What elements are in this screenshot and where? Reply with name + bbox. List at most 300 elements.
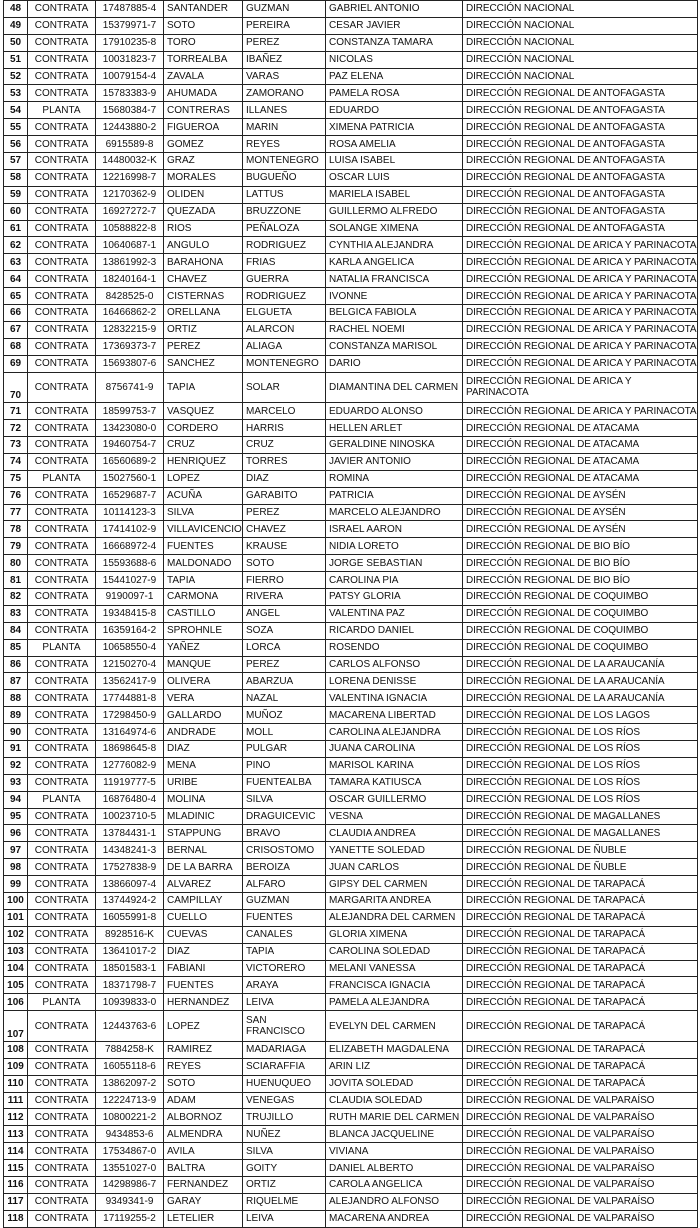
paternal-surname-cell: CUELLO [164, 909, 243, 926]
maternal-surname-cell: RIVERA [243, 588, 326, 605]
unit-cell: DIRECCIÓN REGIONAL DE ANTOFAGASTA [463, 153, 698, 170]
contract-type-cell: PLANTA [28, 470, 96, 487]
paternal-surname-cell: MALDONADO [164, 555, 243, 572]
maternal-surname-cell: BUGUEÑO [243, 169, 326, 186]
maternal-surname-cell: NUÑEZ [243, 1126, 326, 1143]
rut-cell: 13744924-2 [96, 893, 164, 910]
given-names-cell: IVONNE [326, 288, 463, 305]
unit-cell: DIRECCIÓN REGIONAL DE COQUIMBO [463, 588, 698, 605]
given-names-cell: CYNTHIA ALEJANDRA [326, 237, 463, 254]
rut-cell: 15027560-1 [96, 470, 164, 487]
rut-cell: 12443880-2 [96, 119, 164, 136]
row-number-cell: 110 [4, 1075, 28, 1092]
contract-type-cell: CONTRATA [28, 68, 96, 85]
maternal-surname-cell: LEIVA [243, 1210, 326, 1227]
given-names-cell: CLAUDIA ANDREA [326, 825, 463, 842]
unit-cell: DIRECCIÓN REGIONAL DE ATACAMA [463, 436, 698, 453]
unit-cell: DIRECCIÓN REGIONAL DE LA ARAUCANÍA [463, 673, 698, 690]
row-number-cell: 68 [4, 338, 28, 355]
paternal-surname-cell: LOPEZ [164, 1011, 243, 1042]
given-names-cell: CONSTANZA MARISOL [326, 338, 463, 355]
given-names-cell: NIDIA LORETO [326, 538, 463, 555]
table-row [4, 960, 698, 977]
unit-cell: DIRECCIÓN REGIONAL DE ANTOFAGASTA [463, 136, 698, 153]
contract-type-cell: CONTRATA [28, 1210, 96, 1227]
paternal-surname-cell: FIGUEROA [164, 119, 243, 136]
given-names-cell: ELIZABETH MAGDALENA [326, 1041, 463, 1058]
paternal-surname-cell: BARAHONA [164, 254, 243, 271]
rut-cell: 8756741-9 [96, 372, 164, 403]
given-names-cell: EVELYN DEL CARMEN [326, 1011, 463, 1042]
contract-type-cell: CONTRATA [28, 203, 96, 220]
paternal-surname-cell: CORDERO [164, 420, 243, 437]
given-names-cell: JUANA CAROLINA [326, 741, 463, 758]
maternal-surname-cell: SCIARAFFIA [243, 1058, 326, 1075]
given-names-cell: LORENA DENISSE [326, 673, 463, 690]
maternal-surname-cell: VARAS [243, 68, 326, 85]
given-names-cell: SOLANGE XIMENA [326, 220, 463, 237]
paternal-surname-cell: TAPIA [164, 372, 243, 403]
paternal-surname-cell: OLIDEN [164, 186, 243, 203]
paternal-surname-cell: CONTRERAS [164, 102, 243, 119]
row-number-cell: 101 [4, 909, 28, 926]
given-names-cell: MARCELO ALEJANDRO [326, 504, 463, 521]
given-names-cell: MELANI VANESSA [326, 960, 463, 977]
unit-cell: DIRECCIÓN REGIONAL DE BIO BÍO [463, 572, 698, 589]
unit-cell: DIRECCIÓN REGIONAL DE VALPARAÍSO [463, 1092, 698, 1109]
given-names-cell: RICARDO DANIEL [326, 622, 463, 639]
maternal-surname-cell: MOLL [243, 724, 326, 741]
given-names-cell: PAZ ELENA [326, 68, 463, 85]
given-names-cell: DARIO [326, 355, 463, 372]
row-number-cell: 69 [4, 355, 28, 372]
row-number-cell: 116 [4, 1176, 28, 1193]
paternal-surname-cell: SOTO [164, 1075, 243, 1092]
maternal-surname-cell: NAZAL [243, 690, 326, 707]
unit-cell: DIRECCIÓN NACIONAL [463, 34, 698, 51]
table-row [4, 305, 698, 322]
table-body [4, 1, 698, 1228]
rut-cell: 12216998-7 [96, 169, 164, 186]
paternal-surname-cell: FUENTES [164, 538, 243, 555]
paternal-surname-cell: VASQUEZ [164, 403, 243, 420]
row-number-cell: 60 [4, 203, 28, 220]
unit-cell: DIRECCIÓN REGIONAL DE TARAPACÁ [463, 994, 698, 1011]
unit-cell: DIRECCIÓN REGIONAL DE VALPARAÍSO [463, 1210, 698, 1227]
contract-type-cell: CONTRATA [28, 757, 96, 774]
row-number-cell: 70 [4, 372, 28, 403]
rut-cell: 17487885-4 [96, 1, 164, 18]
maternal-surname-cell: FUENTEALBA [243, 774, 326, 791]
maternal-surname-cell: IBAÑEZ [243, 51, 326, 68]
unit-cell: DIRECCIÓN REGIONAL DE TARAPACÁ [463, 876, 698, 893]
row-number-cell: 96 [4, 825, 28, 842]
given-names-cell: RUTH MARIE DEL CARMEN [326, 1109, 463, 1126]
rut-cell: 17298450-9 [96, 707, 164, 724]
paternal-surname-cell: LETELIER [164, 1210, 243, 1227]
unit-cell: DIRECCIÓN REGIONAL DE TARAPACÁ [463, 977, 698, 994]
contract-type-cell: CONTRATA [28, 690, 96, 707]
given-names-cell: RACHEL NOEMI [326, 321, 463, 338]
row-number-cell: 104 [4, 960, 28, 977]
rut-cell: 16927272-7 [96, 203, 164, 220]
table-row [4, 237, 698, 254]
maternal-surname-cell: MONTENEGRO [243, 355, 326, 372]
rut-cell: 9434853-6 [96, 1126, 164, 1143]
contract-type-cell: CONTRATA [28, 825, 96, 842]
table-row [4, 203, 698, 220]
given-names-cell: FRANCISCA IGNACIA [326, 977, 463, 994]
paternal-surname-cell: DIAZ [164, 943, 243, 960]
table-row [4, 420, 698, 437]
contract-type-cell: CONTRATA [28, 288, 96, 305]
table-row [4, 842, 698, 859]
given-names-cell: NICOLAS [326, 51, 463, 68]
row-number-cell: 57 [4, 153, 28, 170]
paternal-surname-cell: LOPEZ [164, 470, 243, 487]
unit-cell: DIRECCIÓN REGIONAL DE ANTOFAGASTA [463, 102, 698, 119]
row-number-cell: 67 [4, 321, 28, 338]
row-number-cell: 94 [4, 791, 28, 808]
maternal-surname-cell: RODRIGUEZ [243, 288, 326, 305]
rut-cell: 12776082-9 [96, 757, 164, 774]
given-names-cell: BLANCA JACQUELINE [326, 1126, 463, 1143]
maternal-surname-cell: PEREIRA [243, 17, 326, 34]
row-number-cell: 81 [4, 572, 28, 589]
contract-type-cell: CONTRATA [28, 453, 96, 470]
unit-cell: DIRECCIÓN REGIONAL DE AYSÉN [463, 487, 698, 504]
contract-type-cell: CONTRATA [28, 724, 96, 741]
contract-type-cell: CONTRATA [28, 136, 96, 153]
contract-type-cell: CONTRATA [28, 1193, 96, 1210]
contract-type-cell: CONTRATA [28, 893, 96, 910]
given-names-cell: JORGE SEBASTIAN [326, 555, 463, 572]
given-names-cell: BELGICA FABIOLA [326, 305, 463, 322]
maternal-surname-cell: ELGUETA [243, 305, 326, 322]
paternal-surname-cell: QUEZADA [164, 203, 243, 220]
rut-cell: 17534867-0 [96, 1143, 164, 1160]
paternal-surname-cell: CARMONA [164, 588, 243, 605]
maternal-surname-cell: VENEGAS [243, 1092, 326, 1109]
paternal-surname-cell: SANCHEZ [164, 355, 243, 372]
table-row [4, 1109, 698, 1126]
unit-cell: DIRECCIÓN NACIONAL [463, 51, 698, 68]
rut-cell: 13862097-2 [96, 1075, 164, 1092]
rut-cell: 10640687-1 [96, 237, 164, 254]
table-row [4, 622, 698, 639]
unit-cell: DIRECCIÓN REGIONAL DE VALPARAÍSO [463, 1176, 698, 1193]
rut-cell: 17414102-9 [96, 521, 164, 538]
rut-cell: 13866097-4 [96, 876, 164, 893]
given-names-cell: ARIN LIZ [326, 1058, 463, 1075]
unit-cell: DIRECCIÓN REGIONAL DE MAGALLANES [463, 825, 698, 842]
rut-cell: 17910235-8 [96, 34, 164, 51]
contract-type-cell: CONTRATA [28, 588, 96, 605]
unit-cell: DIRECCIÓN REGIONAL DE VALPARAÍSO [463, 1126, 698, 1143]
given-names-cell: ALEJANDRO ALFONSO [326, 1193, 463, 1210]
paternal-surname-cell: GRAZ [164, 153, 243, 170]
paternal-surname-cell: ALVAREZ [164, 876, 243, 893]
table-row [4, 859, 698, 876]
unit-cell: DIRECCIÓN NACIONAL [463, 68, 698, 85]
maternal-surname-cell: LORCA [243, 639, 326, 656]
given-names-cell: EDUARDO [326, 102, 463, 119]
maternal-surname-cell: GUZMAN [243, 1, 326, 18]
unit-cell: DIRECCIÓN REGIONAL DE ANTOFAGASTA [463, 220, 698, 237]
maternal-surname-cell: BRUZZONE [243, 203, 326, 220]
rut-cell: 14480032-K [96, 153, 164, 170]
table-row [4, 605, 698, 622]
given-names-cell: DIAMANTINA DEL CARMEN [326, 372, 463, 403]
table-row [4, 1, 698, 18]
table-row [4, 1011, 698, 1042]
rut-cell: 16560689-2 [96, 453, 164, 470]
given-names-cell: GUILLERMO ALFREDO [326, 203, 463, 220]
contract-type-cell: CONTRATA [28, 774, 96, 791]
maternal-surname-cell: CHAVEZ [243, 521, 326, 538]
table-row [4, 102, 698, 119]
rut-cell: 9190097-1 [96, 588, 164, 605]
given-names-cell: MARISOL KARINA [326, 757, 463, 774]
table-row [4, 153, 698, 170]
contract-type-cell: CONTRATA [28, 254, 96, 271]
maternal-surname-cell: MARIN [243, 119, 326, 136]
contract-type-cell: CONTRATA [28, 51, 96, 68]
staff-table [3, 0, 698, 1228]
unit-cell: DIRECCIÓN REGIONAL DE LOS LAGOS [463, 707, 698, 724]
paternal-surname-cell: MOLINA [164, 791, 243, 808]
contract-type-cell: CONTRATA [28, 1126, 96, 1143]
table-row [4, 355, 698, 372]
given-names-cell: ROSENDO [326, 639, 463, 656]
maternal-surname-cell: DRAGUICEVIC [243, 808, 326, 825]
paternal-surname-cell: ORELLANA [164, 305, 243, 322]
paternal-surname-cell: ANGULO [164, 237, 243, 254]
table-row [4, 136, 698, 153]
contract-type-cell: CONTRATA [28, 555, 96, 572]
rut-cell: 13562417-9 [96, 673, 164, 690]
given-names-cell: EDUARDO ALONSO [326, 403, 463, 420]
table-row [4, 741, 698, 758]
rut-cell: 6915589-8 [96, 136, 164, 153]
unit-cell: DIRECCIÓN REGIONAL DE MAGALLANES [463, 808, 698, 825]
rut-cell: 16668972-4 [96, 538, 164, 555]
row-number-cell: 80 [4, 555, 28, 572]
maternal-surname-cell: HARRIS [243, 420, 326, 437]
paternal-surname-cell: AVILA [164, 1143, 243, 1160]
given-names-cell: PAMELA ROSA [326, 85, 463, 102]
contract-type-cell: CONTRATA [28, 119, 96, 136]
maternal-surname-cell: CRISOSTOMO [243, 842, 326, 859]
unit-cell: DIRECCIÓN REGIONAL DE LOS RÍOS [463, 757, 698, 774]
rut-cell: 13784431-1 [96, 825, 164, 842]
table-row [4, 521, 698, 538]
row-number-cell: 108 [4, 1041, 28, 1058]
given-names-cell: MACARENA ANDREA [326, 1210, 463, 1227]
table-row [4, 1176, 698, 1193]
table-row [4, 338, 698, 355]
maternal-surname-cell: MADARIAGA [243, 1041, 326, 1058]
table-row [4, 673, 698, 690]
given-names-cell: YANETTE SOLEDAD [326, 842, 463, 859]
unit-cell: DIRECCIÓN REGIONAL DE LOS RÍOS [463, 791, 698, 808]
paternal-surname-cell: CHAVEZ [164, 271, 243, 288]
table-row [4, 538, 698, 555]
rut-cell: 10939833-0 [96, 994, 164, 1011]
unit-cell: DIRECCIÓN REGIONAL DE ATACAMA [463, 453, 698, 470]
contract-type-cell: CONTRATA [28, 521, 96, 538]
contract-type-cell: CONTRATA [28, 741, 96, 758]
row-number-cell: 66 [4, 305, 28, 322]
maternal-surname-cell: TORRES [243, 453, 326, 470]
row-number-cell: 107 [4, 1011, 28, 1042]
rut-cell: 12224713-9 [96, 1092, 164, 1109]
unit-cell: DIRECCIÓN REGIONAL DE TARAPACÁ [463, 1058, 698, 1075]
rut-cell: 18599753-7 [96, 403, 164, 420]
unit-cell: DIRECCIÓN REGIONAL DE VALPARAÍSO [463, 1160, 698, 1177]
given-names-cell: GLORIA XIMENA [326, 926, 463, 943]
row-number-cell: 78 [4, 521, 28, 538]
table-row [4, 487, 698, 504]
maternal-surname-cell: PEREZ [243, 656, 326, 673]
row-number-cell: 117 [4, 1193, 28, 1210]
paternal-surname-cell: CRUZ [164, 436, 243, 453]
given-names-cell: DANIEL ALBERTO [326, 1160, 463, 1177]
contract-type-cell: CONTRATA [28, 1058, 96, 1075]
paternal-surname-cell: SPROHNLE [164, 622, 243, 639]
contract-type-cell: CONTRATA [28, 1, 96, 18]
rut-cell: 13861992-3 [96, 254, 164, 271]
row-number-cell: 48 [4, 1, 28, 18]
given-names-cell: JAVIER ANTONIO [326, 453, 463, 470]
paternal-surname-cell: STAPPUNG [164, 825, 243, 842]
rut-cell: 16055118-6 [96, 1058, 164, 1075]
given-names-cell: CLAUDIA SOLEDAD [326, 1092, 463, 1109]
table-row [4, 17, 698, 34]
unit-cell: DIRECCIÓN REGIONAL DE TARAPACÁ [463, 909, 698, 926]
maternal-surname-cell: SOLAR [243, 372, 326, 403]
contract-type-cell: CONTRATA [28, 186, 96, 203]
given-names-cell: HELLEN ARLET [326, 420, 463, 437]
row-number-cell: 54 [4, 102, 28, 119]
table-row [4, 1041, 698, 1058]
row-number-cell: 83 [4, 605, 28, 622]
paternal-surname-cell: ANDRADE [164, 724, 243, 741]
contract-type-cell: CONTRATA [28, 1011, 96, 1042]
maternal-surname-cell: SAN FRANCISCO [243, 1011, 326, 1042]
table-row [4, 893, 698, 910]
paternal-surname-cell: AHUMADA [164, 85, 243, 102]
given-names-cell: ROSA AMELIA [326, 136, 463, 153]
row-number-cell: 84 [4, 622, 28, 639]
row-number-cell: 99 [4, 876, 28, 893]
paternal-surname-cell: ADAM [164, 1092, 243, 1109]
rut-cell: 10023710-5 [96, 808, 164, 825]
row-number-cell: 91 [4, 741, 28, 758]
table-row [4, 372, 698, 403]
table-row [4, 808, 698, 825]
contract-type-cell: CONTRATA [28, 943, 96, 960]
rut-cell: 13641017-2 [96, 943, 164, 960]
row-number-cell: 95 [4, 808, 28, 825]
table-row [4, 572, 698, 589]
table-row [4, 68, 698, 85]
rut-cell: 17369373-7 [96, 338, 164, 355]
unit-cell: DIRECCIÓN REGIONAL DE COQUIMBO [463, 639, 698, 656]
table-row [4, 403, 698, 420]
unit-cell: DIRECCIÓN REGIONAL DE ARICA Y PARINACOTA [463, 271, 698, 288]
given-names-cell: OSCAR LUIS [326, 169, 463, 186]
unit-cell: DIRECCIÓN REGIONAL DE AYSÉN [463, 504, 698, 521]
row-number-cell: 92 [4, 757, 28, 774]
maternal-surname-cell: REYES [243, 136, 326, 153]
contract-type-cell: CONTRATA [28, 436, 96, 453]
row-number-cell: 52 [4, 68, 28, 85]
paternal-surname-cell: TORO [164, 34, 243, 51]
row-number-cell: 50 [4, 34, 28, 51]
contract-type-cell: CONTRATA [28, 321, 96, 338]
table-row [4, 288, 698, 305]
table-row [4, 1193, 698, 1210]
maternal-surname-cell: CANALES [243, 926, 326, 943]
unit-cell: DIRECCIÓN REGIONAL DE LOS RÍOS [463, 724, 698, 741]
contract-type-cell: PLANTA [28, 102, 96, 119]
unit-cell: DIRECCIÓN REGIONAL DE ARICA Y PARINACOTA [463, 403, 698, 420]
unit-cell: DIRECCIÓN REGIONAL DE TARAPACÁ [463, 1041, 698, 1058]
unit-cell: DIRECCIÓN REGIONAL DE ARICA Y PARINACOTA [463, 355, 698, 372]
paternal-surname-cell: BALTRA [164, 1160, 243, 1177]
contract-type-cell: CONTRATA [28, 403, 96, 420]
unit-cell: DIRECCIÓN REGIONAL DE VALPARAÍSO [463, 1193, 698, 1210]
row-number-cell: 111 [4, 1092, 28, 1109]
row-number-cell: 105 [4, 977, 28, 994]
rut-cell: 12170362-9 [96, 186, 164, 203]
given-names-cell: CONSTANZA TAMARA [326, 34, 463, 51]
unit-cell: DIRECCIÓN REGIONAL DE LOS RÍOS [463, 774, 698, 791]
table-row [4, 791, 698, 808]
table-row [4, 1160, 698, 1177]
unit-cell: DIRECCIÓN REGIONAL DE VALPARAÍSO [463, 1109, 698, 1126]
unit-cell: DIRECCIÓN REGIONAL DE ANTOFAGASTA [463, 203, 698, 220]
row-number-cell: 98 [4, 859, 28, 876]
unit-cell: DIRECCIÓN REGIONAL DE ATACAMA [463, 420, 698, 437]
given-names-cell: VALENTINA IGNACIA [326, 690, 463, 707]
contract-type-cell: CONTRATA [28, 1160, 96, 1177]
row-number-cell: 65 [4, 288, 28, 305]
paternal-surname-cell: FABIANI [164, 960, 243, 977]
maternal-surname-cell: SILVA [243, 1143, 326, 1160]
rut-cell: 8428525-0 [96, 288, 164, 305]
contract-type-cell: CONTRATA [28, 237, 96, 254]
maternal-surname-cell: LEIVA [243, 994, 326, 1011]
unit-cell: DIRECCIÓN REGIONAL DE TARAPACÁ [463, 926, 698, 943]
unit-cell: DIRECCIÓN REGIONAL DE TARAPACÁ [463, 1011, 698, 1042]
paternal-surname-cell: CUEVAS [164, 926, 243, 943]
rut-cell: 18371798-7 [96, 977, 164, 994]
unit-cell: DIRECCIÓN REGIONAL DE ARICA Y PARINACOTA [463, 237, 698, 254]
contract-type-cell: CONTRATA [28, 1109, 96, 1126]
rut-cell: 10114123-3 [96, 504, 164, 521]
row-number-cell: 82 [4, 588, 28, 605]
contract-type-cell: CONTRATA [28, 859, 96, 876]
row-number-cell: 58 [4, 169, 28, 186]
paternal-surname-cell: HENRIQUEZ [164, 453, 243, 470]
rut-cell: 15441027-9 [96, 572, 164, 589]
given-names-cell: VESNA [326, 808, 463, 825]
given-names-cell: NATALIA FRANCISCA [326, 271, 463, 288]
table-row [4, 724, 698, 741]
maternal-surname-cell: PEREZ [243, 504, 326, 521]
